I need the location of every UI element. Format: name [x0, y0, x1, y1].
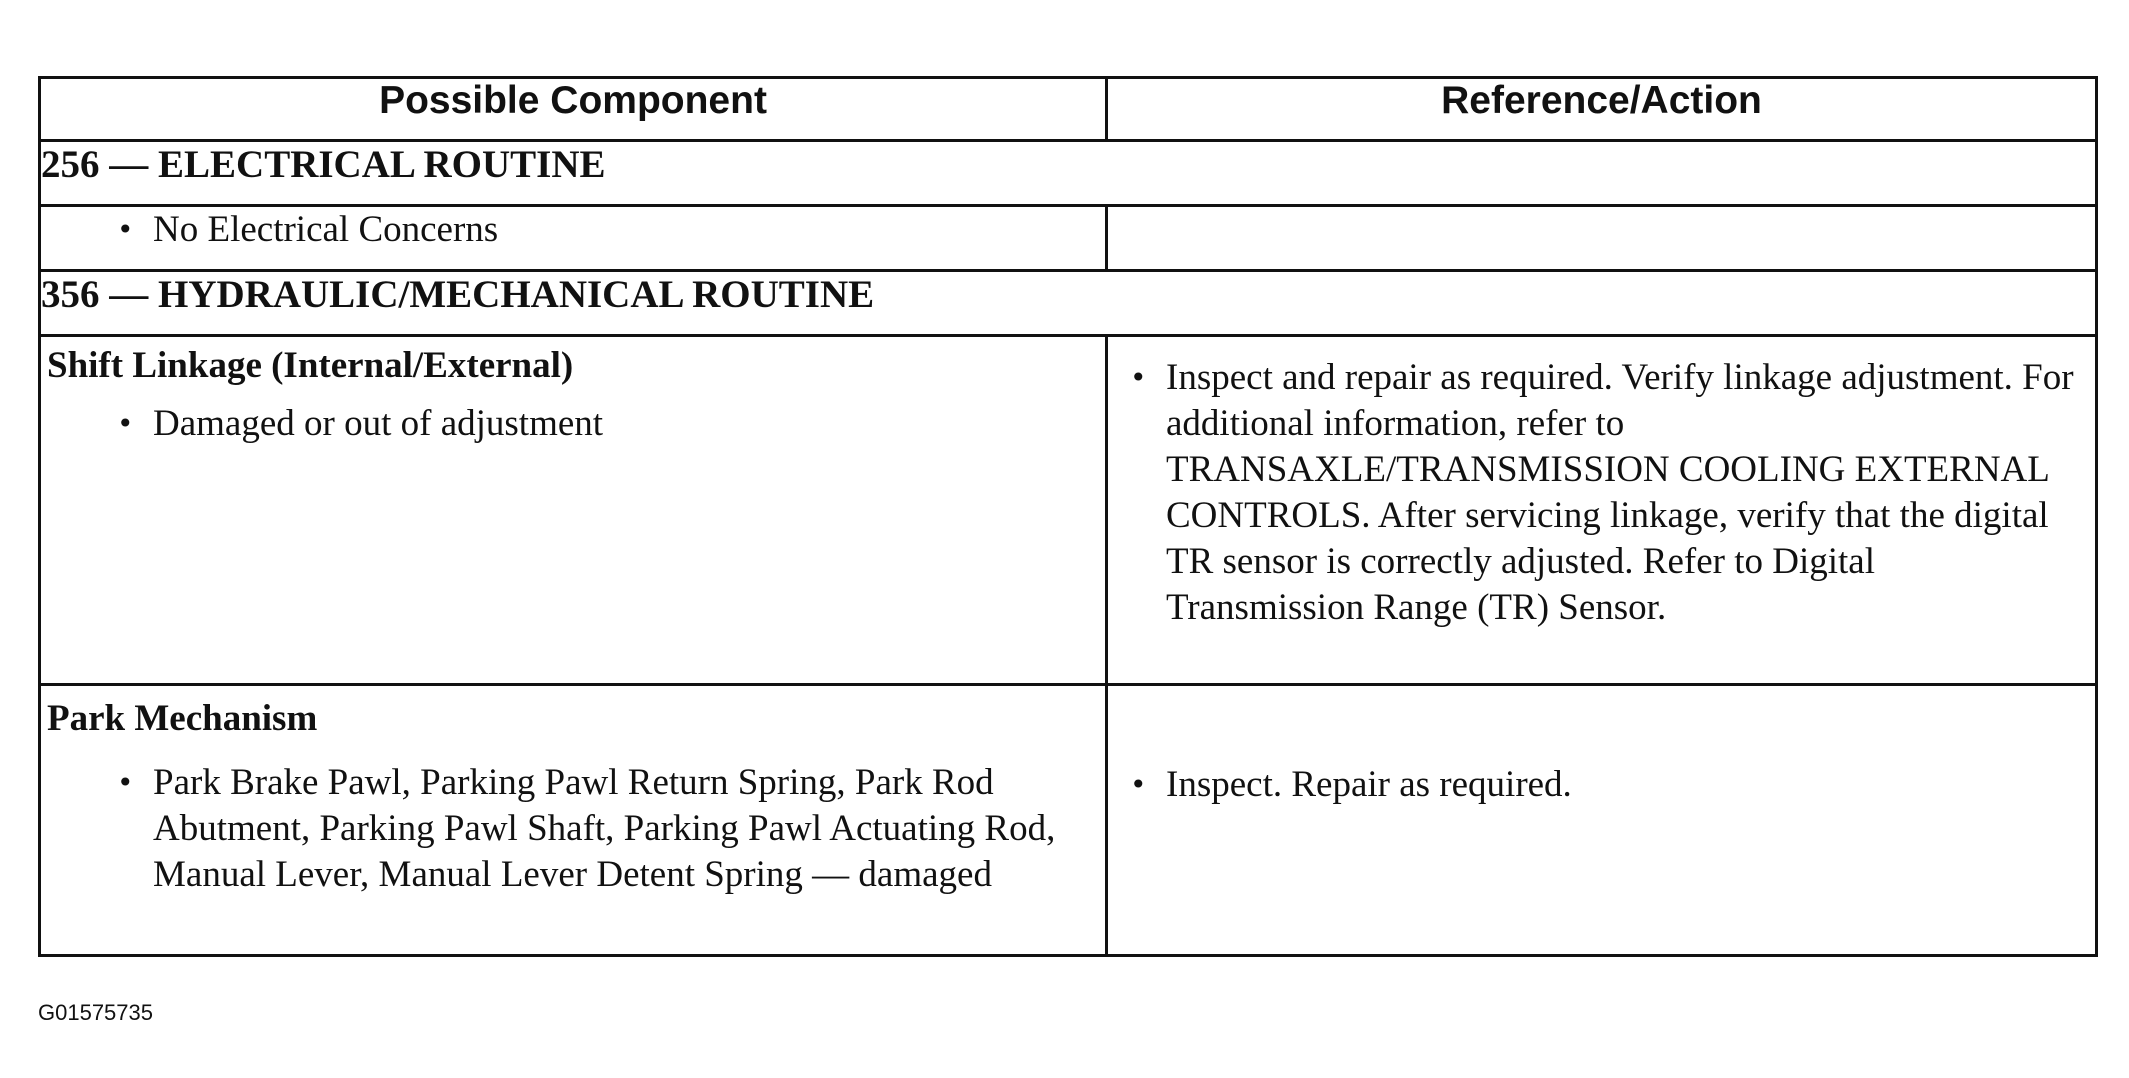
table-row: [40, 336, 2097, 685]
bullet-icon: •: [117, 213, 134, 246]
component-cell: [40, 206, 1107, 271]
header-row: [40, 78, 2097, 141]
action-bullet-text: Inspect. Repair as required.: [1166, 764, 1572, 805]
component-bullet: [41, 401, 1105, 447]
figure-code: G01575735: [38, 1000, 153, 1025]
component-bullet: [41, 207, 1105, 253]
bullet-icon: •: [1130, 768, 1147, 801]
action-cell: [1107, 206, 2097, 271]
component-group-title: Park Mechanism: [47, 698, 318, 739]
table-row: [40, 206, 2097, 271]
component-bullet-text: Damaged or out of adjustment: [153, 403, 604, 444]
component-group-title: Shift Linkage (Internal/External): [47, 345, 574, 386]
section-title-hydraulic: 356 — HYDRAULIC/MECHANICAL ROUTINE: [40, 271, 2097, 336]
header-reference-action: Reference/Action: [1107, 78, 2097, 141]
action-cell: [1107, 336, 2097, 685]
header-possible-component: Possible Component: [40, 78, 1107, 141]
component-bullet-text: Park Brake Pawl, Parking Pawl Return Spring, Park Rod Abutment, Parking Pawl Shaft, Parking Pawl Actuating Rod, Manual Lever, Manual Lever Detent Spring — damaged: [153, 762, 1056, 895]
component-bullet: [41, 760, 1105, 898]
section-row: [40, 141, 2097, 206]
action-bullet: [1108, 355, 2095, 631]
action-cell: [1107, 685, 2097, 956]
component-cell: [40, 685, 1107, 956]
action-bullet-text: Inspect and repair as required. Verify linkage adjustment. For additional information, refer to TRANSAXLE/TRANSMISSION COOLING EXTERNAL CONTROLS. After servicing linkage, verify that the digital TR sensor is correctly adjusted. Refer to Digital Transmission Range (TR) Sensor.: [1166, 357, 2074, 628]
bullet-icon: •: [117, 407, 134, 440]
section-title-electrical: 256 — ELECTRICAL ROUTINE: [40, 141, 2097, 206]
section-row: [40, 271, 2097, 336]
action-bullet: [1108, 762, 2095, 808]
table-row: [40, 685, 2097, 956]
component-bullet-text: No Electrical Concerns: [153, 209, 499, 250]
bullet-icon: •: [1130, 361, 1147, 394]
component-cell: [40, 336, 1107, 685]
bullet-icon: •: [117, 766, 134, 799]
diagnostic-table: [38, 76, 2098, 957]
